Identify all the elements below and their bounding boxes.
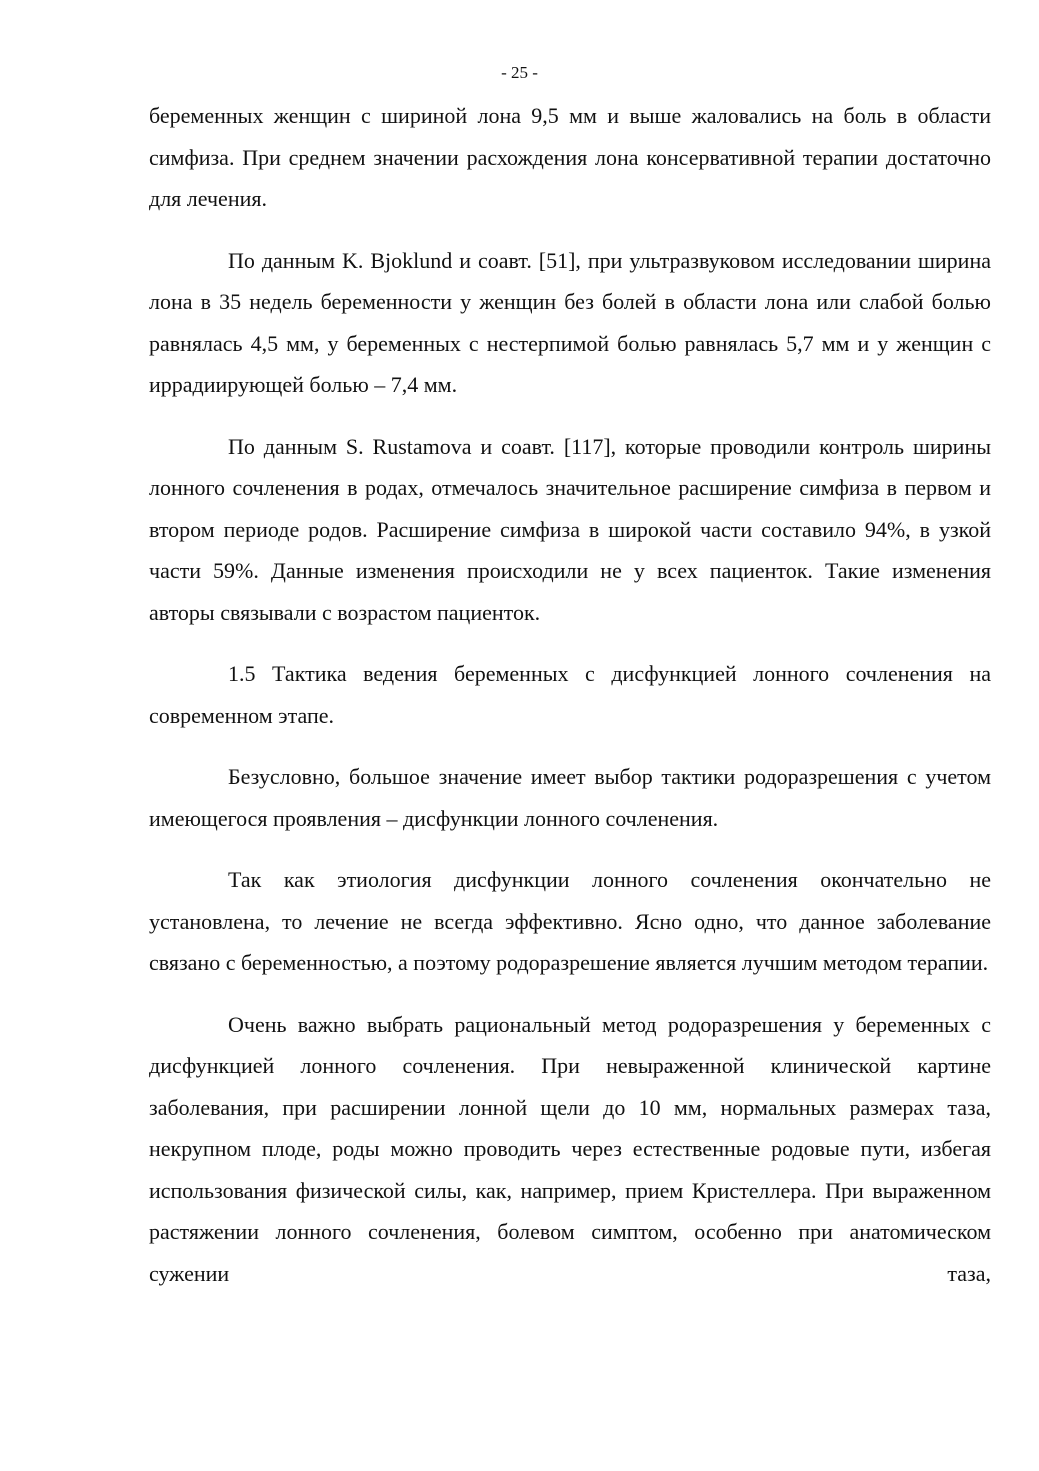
paragraph-rustamova: По данным S. Rustamova и соавт. [117], которые проводили контроль ширины лонного сочленения в родах, отмечалось значительное расширение симфиза в первом и втором периоде родов. Расширение симфиза в широкой части составило 94%, в узкой части 59%. Данные изменения происходили не у всех пациенток. Такие изменения авторы связывали с возрастом пациенток. (149, 433, 991, 625)
page-number: - 25 - (501, 63, 538, 82)
paragraph-delivery-method: Очень важно выбрать рациональный метод родоразрешения у беременных с дисфункцией лонного сочленения. При невыраженной клинической картине заболевания, при расширении лонной щели до 10 мм, нормальных размерах таза, некрупном плоде, роды можно проводить через естественные родовые пути, избегая использования физической силы, как, например, прием Кристеллера. При выраженном растяжении лонного сочленения, болевом симптом, особенно при анатомическом сужении таза, (149, 1011, 991, 1286)
paragraph-delivery-tactics: Безусловно, большое значение имеет выбор тактики родоразрешения с учетом имеющегося проявления – дисфункции лонного сочленения. (149, 764, 991, 831)
paragraph-continued: беременных женщин с шириной лона 9,5 мм и выше жаловались на боль в области симфиза. При среднем значении расхождения лона консервативной терапии достаточно для лечения. (149, 103, 991, 211)
paragraph-bjoklund: По данным K. Bjoklund и соавт. [51], при ультразвуковом исследовании ширина лона в 35 недель беременности у женщин без болей в области лона или слабой болью равнялась 4,5 мм, у беременных с нестерпимой болью равнялась 5,7 мм и у женщин с иррадиирующей болью – 7,4 мм. (149, 247, 991, 397)
paragraph-etiology: Так как этиология дисфункции лонного сочленения окончательно не установлена, то лечение не всегда эффективно. Ясно одно, что данное заболевание связано с беременностью, а поэтому родоразрешение является лучшим методом терапии. (149, 867, 991, 975)
document-body (149, 95, 991, 1294)
section-heading-1-5: 1.5 Тактика ведения беременных с дисфункцией лонного сочленения на современном этапе. (149, 661, 991, 728)
